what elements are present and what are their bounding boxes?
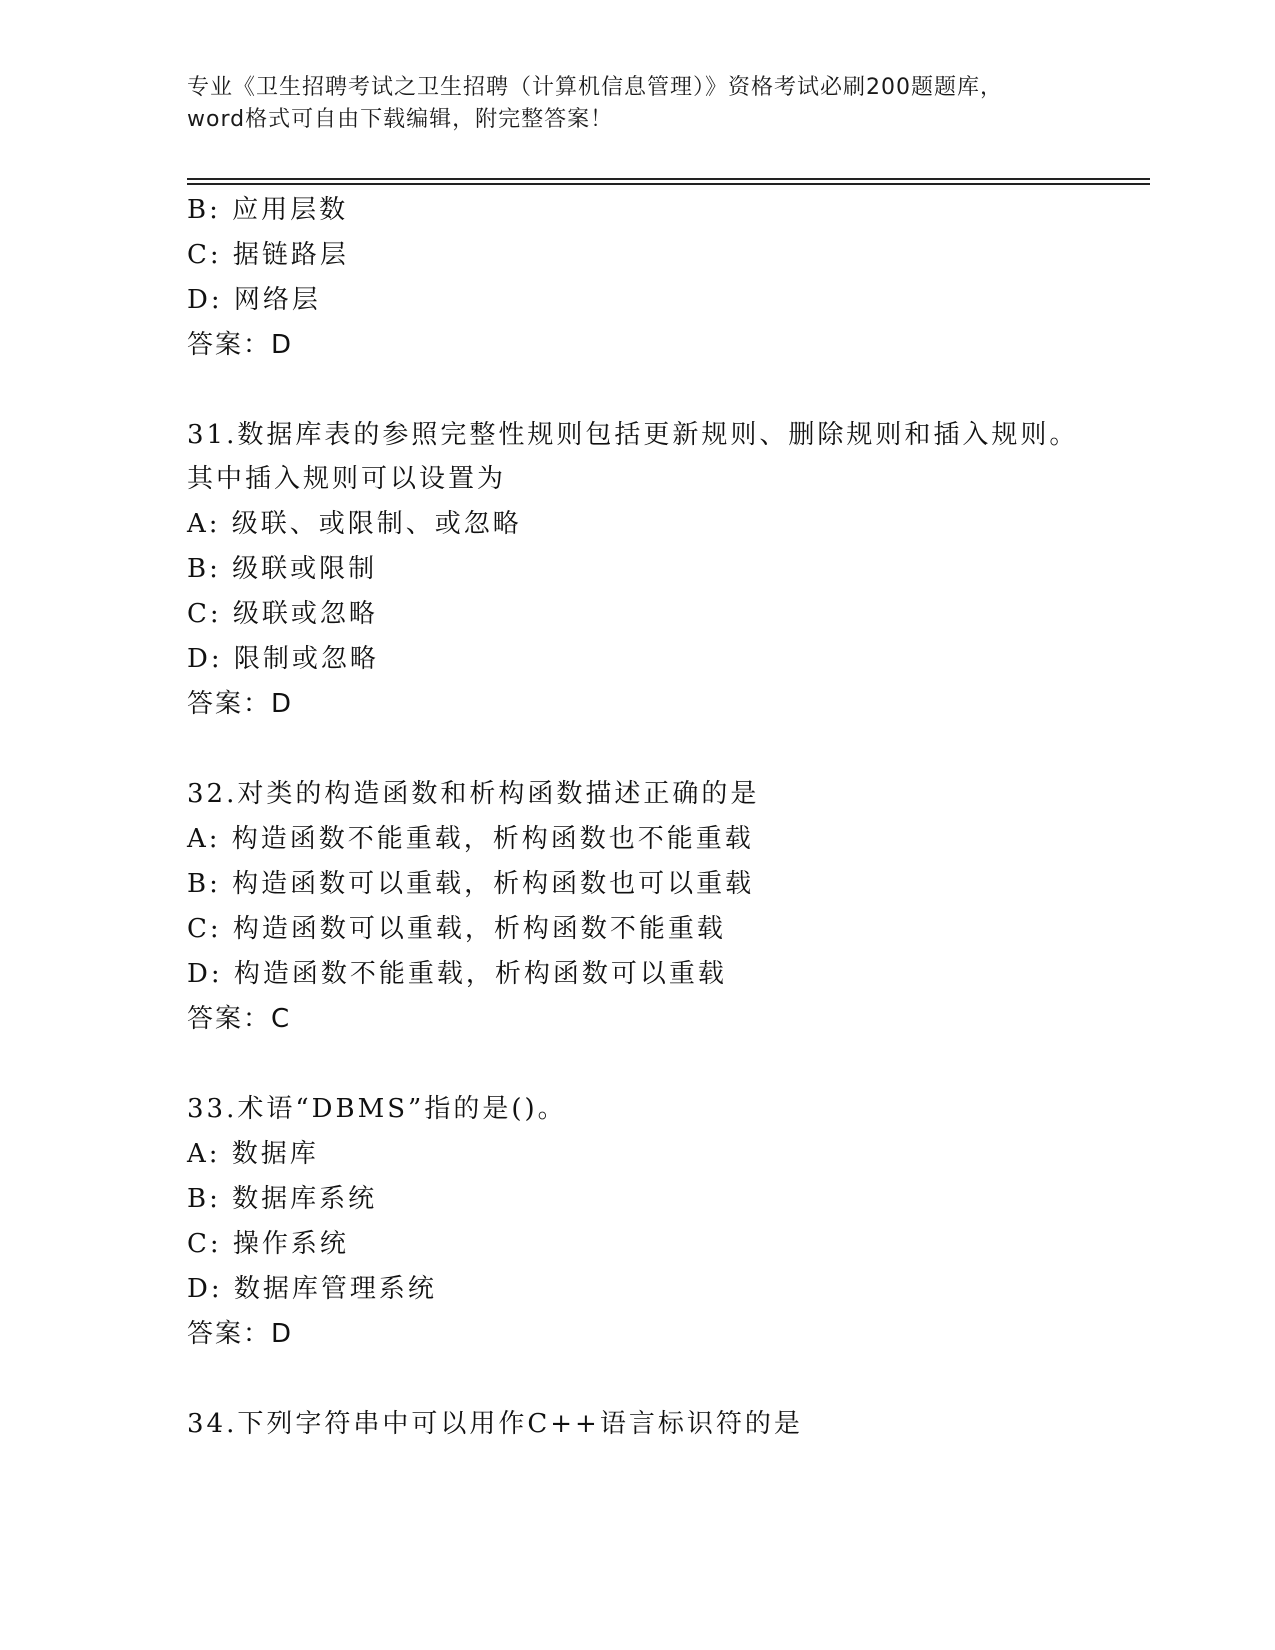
option-b: B: 构造函数可以重载，析构函数也可以重载 <box>187 869 755 899</box>
option-b: B: 应用层数 <box>187 195 349 225</box>
document-header <box>187 72 1087 136</box>
question-stem: 34.下列字符串中可以用作C++语言标识符的是 <box>187 1409 803 1439</box>
option-a: A: 构造函数不能重载，析构函数也不能重载 <box>187 824 754 854</box>
option-b: B: 数据库系统 <box>187 1184 378 1214</box>
option-c: C: 级联或忽略 <box>187 599 378 629</box>
option-c: C: 构造函数可以重载，析构函数不能重载 <box>187 914 726 944</box>
question-stem: 33.术语“DBMS”指的是()。 <box>187 1094 567 1124</box>
option-d: D: 数据库管理系统 <box>187 1274 437 1304</box>
answer: 答案：D <box>187 330 294 360</box>
option-a: A: 数据库 <box>187 1139 319 1169</box>
header-rule-bottom <box>187 183 1150 185</box>
answer: 答案：D <box>187 689 294 719</box>
answer: 答案：D <box>187 1319 294 1349</box>
option-d: D: 构造函数不能重载，析构函数可以重载 <box>187 959 727 989</box>
option-a: A: 级联、或限制、或忽略 <box>187 509 522 539</box>
header-line-2: word格式可自由下载编辑，附完整答案！ <box>187 107 614 132</box>
option-d: D: 限制或忽略 <box>187 644 379 674</box>
option-d: D: 网络层 <box>187 285 321 315</box>
header-rule-top <box>187 178 1150 180</box>
option-c: C: 操作系统 <box>187 1229 349 1259</box>
header-line-1: 专业《卫生招聘考试之卫生招聘（计算机信息管理）》资格考试必刷200题题库， <box>187 75 1003 100</box>
question-stem: 31.数据库表的参照完整性规则包括更新规则、删除规则和插入规则。 <box>187 420 1079 450</box>
option-c: C: 据链路层 <box>187 240 349 270</box>
question-stem: 32.对类的构造函数和析构函数描述正确的是 <box>187 779 760 809</box>
question-stem: 其中插入规则可以设置为 <box>187 464 507 494</box>
answer: 答案：C <box>187 1004 292 1034</box>
option-b: B: 级联或限制 <box>187 554 378 584</box>
